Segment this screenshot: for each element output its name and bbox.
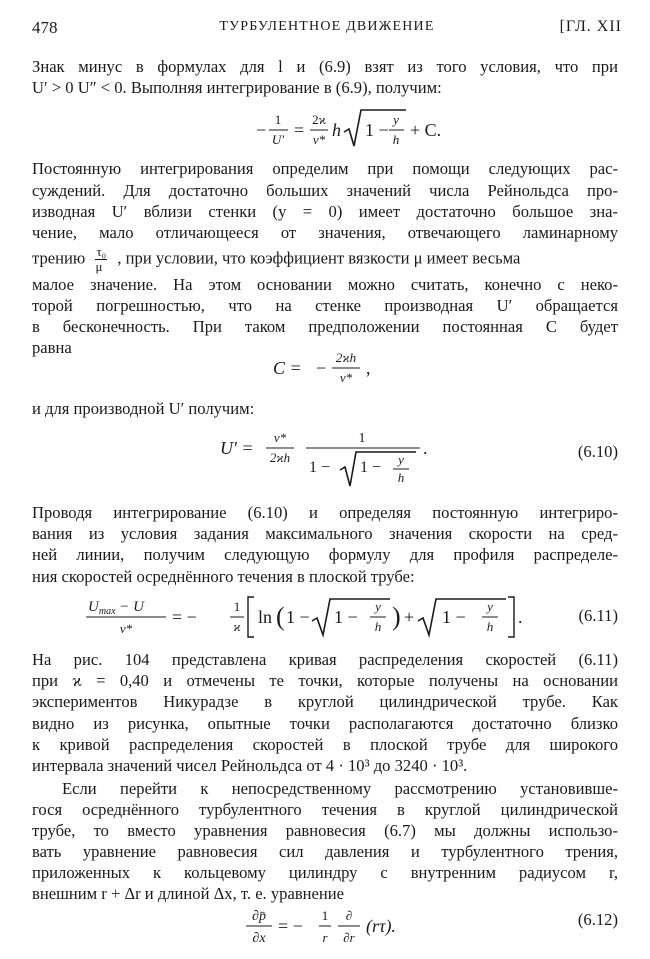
eq610-root-y: y (398, 452, 404, 467)
p5-line-1: На рис. 104 представлена кривая распределения скоростей (6.11) (32, 650, 618, 669)
eq-integral-lhs-den: U′ (271, 132, 285, 147)
p6-line-2: гося осреднённого турбулентного течения в круглой цилиндрической (32, 800, 618, 819)
eq-const-lhs: C = (273, 358, 302, 378)
eq611-lhs-den: v* (119, 621, 133, 636)
p5-line-3: экспериментов Никурадзе в круглой цилиндрической трубе. Как (32, 692, 618, 711)
eq-integral-root-y: y (393, 112, 399, 127)
eq611-root-y: y (375, 599, 381, 614)
eq-const-num: 2ϰh (335, 350, 357, 365)
eq610-root-1: 1 − (360, 459, 382, 476)
p1-line-1: Знак минус в формулах для l и (6.9) взят из того условия, что при (32, 57, 618, 76)
eq612-d: ∂ (345, 908, 353, 923)
page-header (32, 18, 622, 44)
eq-const-den: v* (339, 370, 353, 385)
eq611-root2-1: 1 − (442, 607, 466, 627)
right-bracket (508, 597, 514, 637)
tau-den: μ (95, 259, 103, 274)
eq611-lhs-u: $U_{max} - U$ (88, 599, 144, 617)
eq-number-6-12: (6.12) (577, 910, 618, 929)
p2-line-8: в бесконечность. При таком предположении постоянная C будет (32, 317, 618, 336)
eq-integral-sign: − (256, 120, 267, 140)
equation-6-10 (32, 424, 618, 494)
p3-line: и для производной U′ получим: (32, 399, 255, 418)
eq-const-sign: − (316, 358, 327, 378)
eq611-root-h: h (374, 619, 382, 634)
p2-line-4: чение, мало отличающееся от значения, отвечающего ламинарному (32, 223, 618, 242)
p5-line-4: видно из рисунка, опытные точки располагаются достаточно близко (32, 714, 618, 733)
eq612-dp: ∂p̄ (252, 909, 266, 924)
p2-line-7: торой погрешностью, что на стенке производная U′ обращается (32, 296, 618, 315)
eq611-tail: . (518, 607, 523, 627)
eq612-dr: ∂r (343, 930, 355, 945)
p5-line-5: к кривой распределения скоростей в плоской трубе для широкого (32, 735, 618, 754)
equation-integral (32, 106, 618, 156)
p2-line-5 (32, 245, 618, 275)
p2-line-1: Постоянную интегрирования определим при помощи следующих рас- (32, 159, 618, 178)
eq611-k-den: ϰ (233, 619, 241, 634)
tau-fraction (95, 245, 107, 274)
eq-integral-eq: = (294, 120, 305, 140)
eq611-root-1: 1 − (334, 607, 358, 627)
p2-line-5-start: трению (32, 248, 86, 268)
p6-line-3: трубе, то вместо уравнения равновесия (6.7) мы должны использо- (32, 821, 618, 840)
eq611-ln: ln (258, 607, 273, 627)
eq610-den1: 2ϰh (269, 450, 291, 465)
eq-integral-plus-c: + C. (410, 120, 442, 140)
eq612-one: 1 (321, 908, 329, 923)
eq-integral-h: h (332, 120, 341, 140)
p2-line-6: малое значение. На этом основании можно считать, конечно с неко- (32, 275, 618, 294)
p5-line-6: интервала значений чисел Рейнольдса от 4 · 10³ до 3240 · 10³. (32, 756, 468, 775)
p4-line-4: ния скоростей осреднённого течения в плоской трубе: (32, 567, 415, 586)
eq-integral-lhs-num: 1 (274, 112, 282, 127)
eq-const-tail: , (366, 358, 371, 378)
page-number: 478 (32, 18, 58, 37)
equation-constant (32, 348, 618, 390)
eq610-root-h: h (397, 470, 405, 485)
eq-integral-rhs-den: v* (312, 132, 326, 147)
eq610-lhs: U′ = (220, 438, 254, 458)
eq-integral-root-1: 1 − (365, 120, 389, 140)
eq-number-6-11: (6.11) (578, 606, 618, 625)
p6-line-4: вать уравнение равновесия сил давления и турбулентного трения, (32, 842, 618, 861)
eq-number-6-10: (6.10) (577, 442, 618, 461)
p2-line-2: суждений. Для достаточно больших значений числа Рейнольдса про- (32, 181, 618, 200)
p4-line-1: Проводя интегрирование (6.10) и определяя постоянную интегриро- (32, 503, 618, 522)
equation-6-11 (32, 591, 618, 641)
p6-line-5: приложенных к кольцевому цилиндру с внутренним радиусом r, (32, 863, 618, 882)
p2-line-3: изводная U′ вблизи стенки (y = 0) имеет достаточно большое зна- (32, 202, 618, 221)
eq612-tail: (rτ). (366, 916, 396, 936)
eq610-tail: . (423, 438, 428, 458)
p6-line-1: Если перейти к непосредственному рассмотрению установивше- (62, 779, 618, 798)
p4-line-3: ней линии, получим следующую формулу для профиля распределе- (32, 545, 618, 564)
running-title: ТУРБУЛЕНТНОЕ ДВИЖЕНИЕ (219, 19, 435, 34)
p4-line-2: вания из условия задания максимального значения скорости на сред- (32, 524, 618, 543)
eq-integral-rhs-num: 2ϰ (312, 112, 326, 127)
p2-line-5-end: , при условии, что коэффициент вязкости μ имеет весьма (117, 248, 521, 268)
eq612-dx: ∂x (252, 931, 266, 946)
p5-line-2: при ϰ = 0,40 и отмечены те точки, которые получены на основании (32, 671, 618, 690)
tau-num: τ₀ (96, 244, 107, 259)
left-bracket (248, 597, 254, 637)
p6-line-6: внешним r + Δr и длиной Δx, т. е. уравнение (32, 884, 345, 903)
eq611-k-num: 1 (233, 599, 241, 614)
equation-6-12 (32, 902, 618, 952)
chapter-label: [ГЛ. XII (559, 18, 622, 35)
eq612-r: r (322, 930, 328, 945)
eq611-root2-h: h (486, 619, 494, 634)
p2-line-9: равна (32, 338, 72, 357)
eq612-eq: = − (278, 916, 303, 936)
eq610-num1: v* (273, 430, 287, 445)
left-paren: ( (276, 602, 285, 631)
eq611-inner: 1 − (286, 607, 310, 627)
eq611-plus: + (404, 607, 415, 627)
eq611-root2-y: y (487, 599, 493, 614)
eq610-den2: 1 − (309, 459, 331, 476)
eq-integral-root-h: h (392, 132, 400, 147)
p1-line-2: U′ > 0 U″ < 0. Выполняя интегрирование в (6.9), получим: (32, 78, 442, 97)
eq611-eq: = − (172, 607, 197, 627)
right-paren: ) (392, 602, 401, 631)
eq610-num2: 1 (358, 431, 366, 446)
